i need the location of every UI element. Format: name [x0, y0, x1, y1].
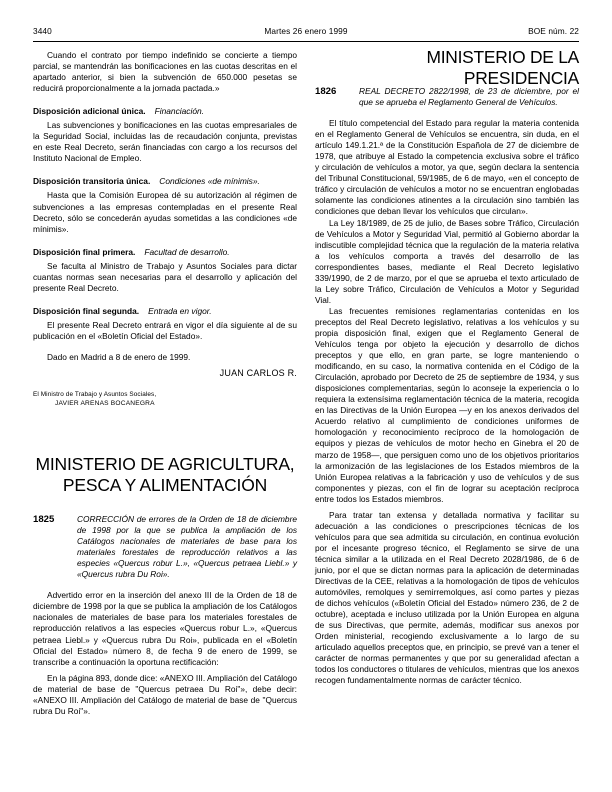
preamble-paragraph-2: La Ley 18/1989, de 25 de julio, de Bases sobre Tráfico, Circulación de Vehículos a Motor y Seguridad Vial, permitió al Gobierno abordar la indiscutible complejidad técnica que la regulación de la materia relativa a los vehículos comporta a través del desarrollo de las correspondientes bases, mediante el Real Decreto legislativo 339/1990, de 2 de marzo, por el que se aprueba el texto articulado de la Ley sobre Tráfico, Circulación de Vehículos a Motor y Seguridad Vial.	[315, 217, 579, 305]
page-number: 3440	[33, 26, 52, 36]
preamble-paragraph-4: Para tratar tan extensa y detallada normativa y facilitar su adecuación a las condiciones o prescripciones técnicas de los vehículos para que sea admitida su circulación, en continua evolución por el incesante progreso técnico, el Reglamento se sirve de una técnica similar a la utilizada en el Real Decreto 2028/1986, de 6 de junio, por el que se dictan normas para la aplicación de determinadas Directivas de la CEE, relativas a la homologación de tipos de vehículos automóviles, remolques y semirremolques, así como partes y piezas de dichos vehículos («Boletín Oficial del Estado» número 236, de 2 de octubre), aceptada e incluso utilizada por la Unión Europea en alguna de sus Directivas, que permite, además, modificar sus anexos por Orden ministerial, recogiendo exclusivamente a lo largo de su articulado aquellos preceptos que, en principio, se prevé van a tener el carácter de normas permanentes y que por su generalidad afectan a todos los conductores o titulares de vehículos, mientras que los anexos recogen fundamentalmente normas de carácter técnico.	[315, 509, 579, 686]
epigraph-title: Disposición adicional única.	[33, 106, 146, 117]
disposition-number: 1825	[33, 514, 55, 526]
disposition-number: 1826	[315, 86, 337, 97]
epigraph-subtitle: Condiciones «de mínimis».	[159, 176, 260, 187]
quote-paragraph: Cuando el contrato por tiempo indefinido se concierte a tiempo parcial, se mantendrán las bonificaciones en las cuotas descritas en el apartado anterior, si bien la subvención de 650.000 pesetas se reducirá proporcionalmente a la jornada pactada.»	[33, 50, 297, 94]
epigraph-subtitle: Entrada en vigor.	[148, 305, 212, 316]
ministry-heading-agricultura	[33, 454, 297, 496]
epigraph-final-segunda	[33, 306, 297, 317]
disposition-1826	[315, 86, 579, 108]
epigraph-adicional-unica	[33, 106, 297, 117]
right-column	[315, 86, 579, 686]
king-signature: JUAN CARLOS R.	[219, 368, 297, 379]
paragraph-entrada-vigor: El presente Real Decreto entrará en vigor el día siguiente al de su publicación en el «Boletín Oficial del Estado».	[33, 319, 297, 341]
minister-title: El Ministro de Trabajo y Asuntos Sociales,	[33, 391, 157, 399]
issue-date: Martes 26 enero 1999	[264, 26, 348, 36]
disposition-title: REAL DECRETO 2822/1998, de 23 de diciembre, por el que se aprueba el Reglamento General de Vehículos.	[359, 86, 579, 108]
place-and-date: Dado en Madrid a 8 de enero de 1999.	[47, 351, 191, 362]
epigraph-title: Disposición transitoria única.	[33, 176, 151, 187]
minister-name: JAVIER ARENAS BOCANEGRA	[55, 400, 155, 408]
disposition-title: CORRECCIÓN de errores de la Orden de 18 de diciembre de 1998 por la que se publica la ampliación de los Catálogos nacionales de materiales de base para los materiales forestales de reproducción relativos a las especies «Quercus robur L.», «Quercus petraea Liebl.» y «Quercus rubra Du Roi».	[77, 514, 297, 580]
ministry-heading-line-1: MINISTERIO DE AGRICULTURA,	[35, 454, 295, 475]
left-column	[33, 50, 297, 717]
disposition-1825	[33, 514, 297, 580]
running-head	[33, 26, 579, 42]
epigraph-title: Disposición final primera.	[33, 246, 136, 257]
epigraph-transitoria-unica	[33, 176, 297, 187]
preamble-paragraph-3: Las frecuentes remisiones reglamentarias contenidas en los preceptos del Real Decreto legislativo, relativas a los vehículos y su propia disposición final, exigen que el Reglamento General de Vehículos tenga por objeto la ejecución y desarrollo de dichos preceptos y que ello, en gran parte, se logre manteniendo o modificando, en su caso, la normativa contenida en el Código de la Circulación, aprobado por Decreto de 25 de septiembre de 1934, y sus disposiciones complementarias, según lo aconseje la experiencia o lo requiera la extensísima reglamentación técnica de la materia, recogida en las Directivas de la Unión Europea —y en los anexos derivados del Acuerdo relativo al cumplimiento de condiciones uniformes de homologación y reconocimiento recíproco de la homologación de equipos y piezas de vehículos de motor hecho en Ginebra el 20 de marzo de 1958—, que persiguen como uno de los objetivos prioritarios la armonización de las legislaciones de los Estados miembros de la Unión Europea relativas a la fabricación y uso de vehículos y de sus componentes y piezas, con el fin de lograr su aceptación recíproca entre todos los Estados miembros.	[315, 305, 579, 504]
correction-paragraph-2: En la página 893, donde dice: «ANEXO III. Ampliación del Catálogo de material de base de "Quercus petraea Du Roi"», debe decir: «ANEXO III. Ampliación del Catálogo de material de base de "Quercus rubra Du Roi"».	[33, 672, 298, 716]
epigraph-subtitle: Financiación.	[154, 106, 204, 117]
paragraph-financiacion: Las subvenciones y bonificaciones en las cuotas empresariales de la Seguridad Social, incluidas las de recaudación conjunta, previstas en este Real Decreto, serán financiadas con cargo a los recursos del Instituto Nacional de Empleo.	[33, 120, 297, 164]
header-rule	[33, 41, 579, 42]
issue-number: BOE núm. 22	[528, 26, 579, 36]
ministry-heading-line-2: PESCA Y ALIMENTACIÓN	[62, 475, 268, 496]
ministry-heading-presidencia: MINISTERIO DE LA PRESIDENCIA	[426, 47, 579, 88]
epigraph-final-primera	[33, 247, 297, 258]
paragraph-facultad: Se faculta al Ministro de Trabajo y Asuntos Sociales para dictar cuantas normas sean necesarias para el desarrollo y aplicación del presente Real Decreto.	[33, 260, 297, 293]
paragraph-minimis: Hasta que la Comisión Europea dé su autorización al régimen de subvenciones a las empresas contempladas en el presente Real Decreto, sólo se concederán ayudas sometidas a las condiciones «de mínimis».	[33, 190, 297, 234]
preamble-paragraph-1: El título competencial del Estado para regular la materia contenida en el Reglamento General de Vehículos se encuentra, sin duda, en el artículo 149.1.21.ª de la Constitución Española de 27 de diciembre de 1978, que atribuye al Estado la competencia exclusiva sobre el tráfico y circulación de vehículos a motor, ya que, según declara la sentencia del Tribunal Constitucional, 59/1985, de 6 de mayo, «en el concepto de tráfico y circulación de vehículos a motor no se encuentran englobadas solamente las condiciones atinentes a la circulación sino también las condiciones que deban llevar los vehículos que circulan».	[315, 118, 579, 217]
correction-paragraph-1: Advertido error en la inserción del anexo III de la Orden de 18 de diciembre de 1998 por la que se publica la ampliación de los Catálogos nacionales de materiales de base para los materiales forestales de reproducción relativos a las especies «Quercus robur L.», «Quercus petraea Liebl.» y «Quercus rubra Du Roi», publicada en el «Boletín Oficial del Estado» número 8, de fecha 9 de enero de 1999, se transcribe a continuación la oportuna rectificación:	[33, 590, 297, 667]
epigraph-subtitle: Facultad de desarrollo.	[144, 246, 230, 257]
epigraph-title: Disposición final segunda.	[33, 305, 140, 316]
